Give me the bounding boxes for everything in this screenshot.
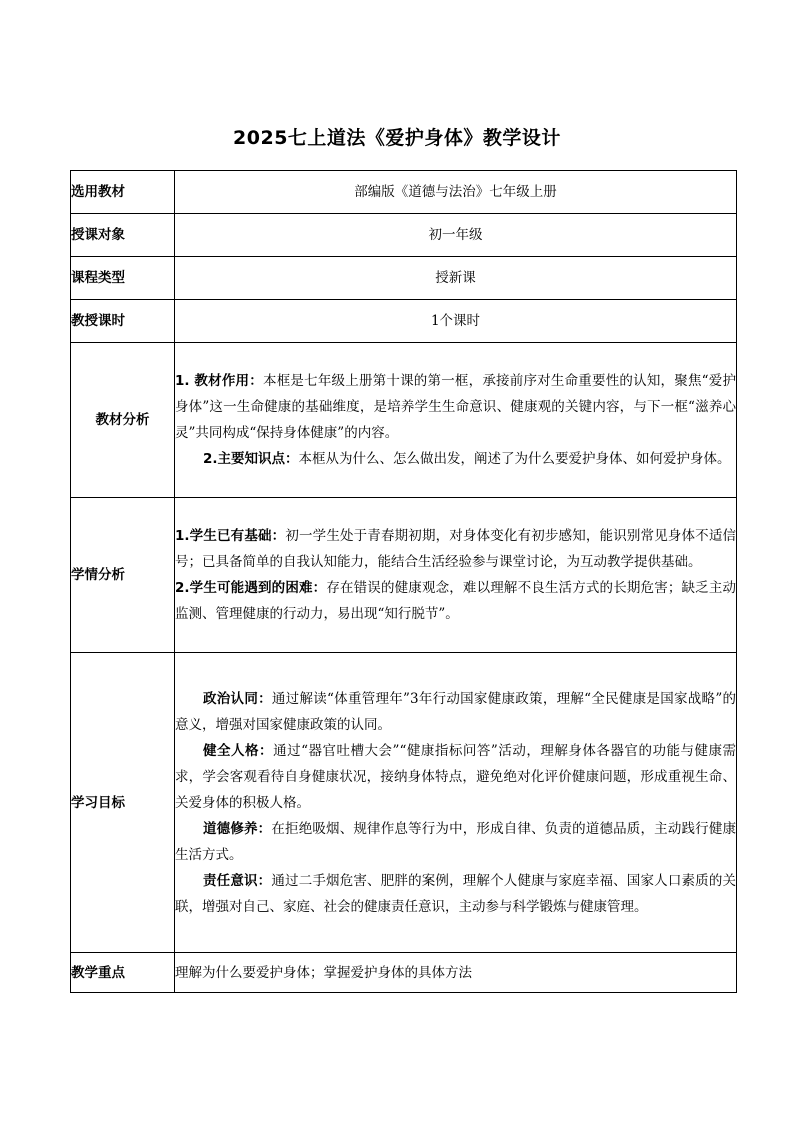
page-title: 2025七上道法《爱护身体》教学设计 (233, 127, 561, 149)
objective-text: 通过解读“体重管理年”3年行动国家健康政策，理解“全民健康是国家战略”的意义，增强对国家健康政策的认同。 (175, 690, 736, 733)
objective-item (175, 868, 736, 920)
row-value-key-points: 理解为什么要爱护身体；掌握爱护身体的具体方法 (175, 953, 737, 993)
objective-text: 通过“器官吐槽大会”“健康指标问答”活动，理解身体各器官的功能与健康需求，学会客观看待自身健康状况，接纳身体特点，避免绝对化评价健康问题，形成重视生命、关爱身体的积极人格。 (175, 742, 737, 811)
row-label-textbook: 选用教材 (71, 171, 175, 214)
row-value-course-type: 授新课 (175, 257, 737, 300)
row-label-key-points: 教学重点 (71, 953, 175, 993)
objective-item (175, 686, 736, 738)
student-paragraph-2 (175, 575, 736, 627)
table-row (71, 953, 737, 993)
table-row (71, 257, 737, 300)
row-value-student-analysis (175, 498, 737, 653)
row-value-material-analysis (175, 343, 737, 498)
student-text-1: 初一学生处于青春期初期，对身体变化有初步感知，能识别常见身体不适信号；已具备简单的自我认知能力，能结合生活经验参与课堂讨论，为互动教学提供基础。 (175, 528, 737, 570)
objective-text: 在拒绝吸烟、规律作息等行为中，形成自律、负责的道德品质，主动践行健康生活方式。 (175, 820, 737, 863)
material-heading-2: 2.主要知识点： (203, 451, 299, 467)
table-row (71, 300, 737, 343)
objective-heading: 责任意识： (203, 872, 272, 889)
table-row (71, 498, 737, 653)
objective-heading: 道德修养： (203, 820, 272, 837)
row-label-objectives: 学习目标 (71, 653, 175, 953)
row-label-course-type: 课程类型 (71, 257, 175, 300)
table-row (71, 653, 737, 953)
material-paragraph-2 (175, 446, 736, 472)
row-value-hours: 1个课时 (175, 300, 737, 343)
row-value-textbook: 部编版《道德与法治》七年级上册 (175, 171, 737, 214)
objective-item (175, 738, 736, 816)
material-text-2: 本框从为什么、怎么做出发，阐述了为什么要爱护身体、如何爱护身体。 (298, 451, 731, 467)
student-heading-1: 1.学生已有基础： (175, 528, 286, 544)
row-label-audience: 授课对象 (71, 214, 175, 257)
material-heading-1: 1. 教材作用： (175, 373, 263, 389)
student-text-2: 存在错误的健康观念，难以理解不良生活方式的长期危害；缺乏主动监测、管理健康的行动力，易出现“知行脱节”。 (175, 580, 737, 622)
row-label-hours: 教授课时 (71, 300, 175, 343)
lesson-plan-table (70, 170, 737, 993)
objective-heading: 政治认同： (203, 690, 272, 707)
material-text-1: 本框是七年级上册第十课的第一框，承接前序对生命重要性的认知，聚焦“爱护身体”这一生命健康的基础维度，是培养学生生命意识、健康观的关键内容，与下一框“滋养心灵”共同构成“保持身体健康”的内容。 (175, 373, 736, 441)
material-paragraph-1 (175, 368, 736, 446)
row-value-audience: 初一年级 (175, 214, 737, 257)
objective-heading: 健全人格： (203, 742, 274, 759)
row-label-material-analysis: 教材分析 (71, 343, 175, 498)
objective-item (175, 816, 736, 868)
table-row (71, 214, 737, 257)
student-paragraph-1 (175, 523, 736, 575)
row-label-student-analysis: 学情分析 (71, 498, 175, 653)
student-heading-2: 2.学生可能遇到的困难： (175, 580, 327, 596)
table-row (71, 171, 737, 214)
table-row (71, 343, 737, 498)
row-value-objectives (175, 653, 737, 953)
objective-text: 通过二手烟危害、肥胖的案例，理解个人健康与家庭幸福、国家人口素质的关联，增强对自己、家庭、社会的健康责任意识，主动参与科学锻炼与健康管理。 (175, 872, 737, 915)
